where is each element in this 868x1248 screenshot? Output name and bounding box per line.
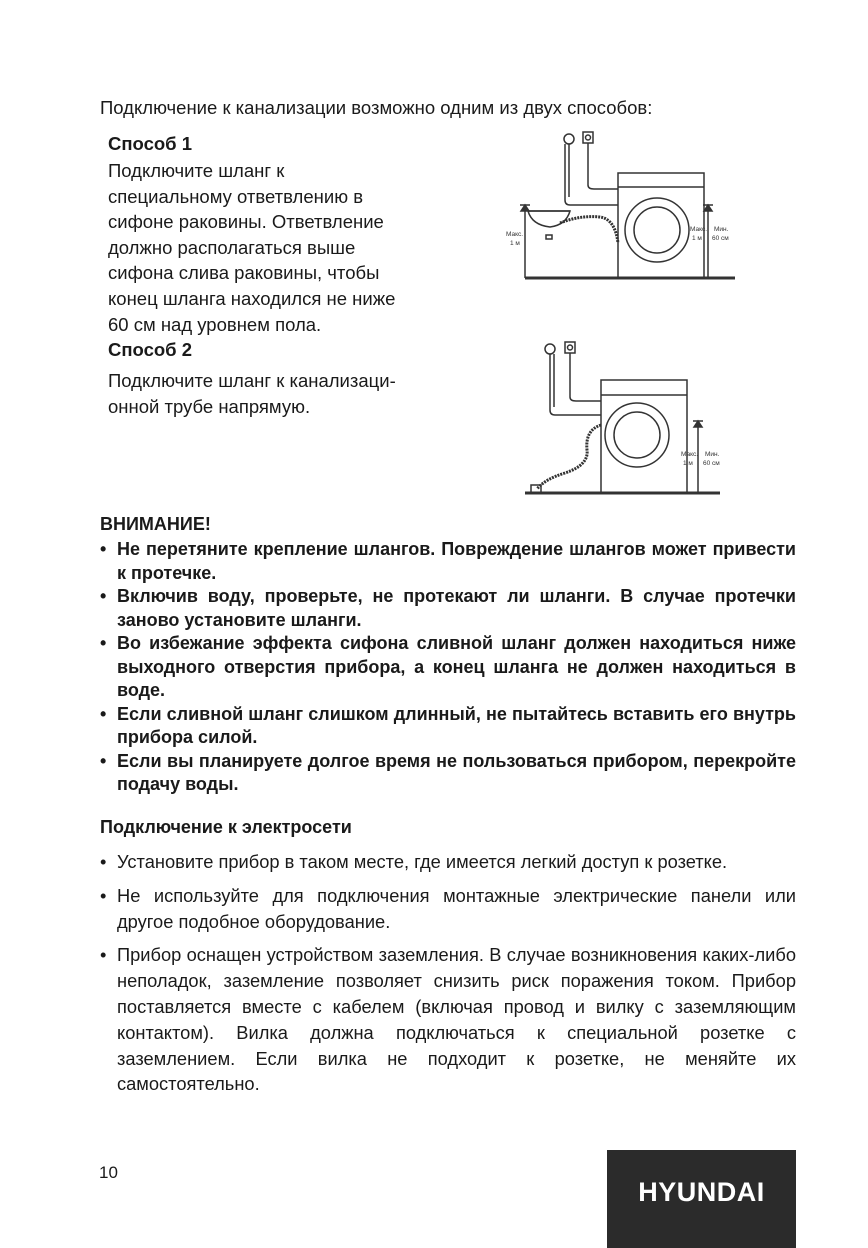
electric-item: • Прибор оснащен устройством заземления. В случае возникновения каких-либо неполадок, заземление позволяет снизить риск поражения током. Прибор поставляется вместе с кабелем (включая провод и вилку с заземляющим контактом). Вилка должна подключаться к специальной розетке с заземлением. Если вилка не подходит к розетке, не меняйте их самостоятельно. <box>100 942 796 1097</box>
brand-logo <box>607 1150 796 1248</box>
warning-title: ВНИМАНИЕ! <box>100 514 211 534</box>
fig2-mid-label-2: 1 м <box>683 460 693 467</box>
tap-icon <box>545 344 555 354</box>
fig2-right-label-2: 60 см <box>703 460 720 467</box>
intro-text: Подключение к канализации возможно одним из двух способов: <box>100 97 653 118</box>
drain-hose <box>537 425 601 489</box>
method-2-title: Способ 2 <box>108 339 193 360</box>
method-1-line: должно располагаться выше <box>108 236 356 258</box>
figure-direct-connection <box>515 335 745 500</box>
method-1-line: сифона слива раковины, чтобы <box>108 262 380 284</box>
method-1-line: специальному ответвлению в <box>108 185 364 207</box>
warning-item: • Не перетяните крепление шлангов. Повреждение шлангов может привести к протечке. <box>100 538 796 585</box>
fig1-right-label-2: 60 см <box>712 235 729 242</box>
electric-item: • Установите прибор в таком месте, где имеется легкий доступ к розетке. <box>100 849 796 875</box>
method-1-title: Способ 1 <box>108 133 193 154</box>
method-2-body <box>108 368 448 419</box>
warning-list <box>100 538 796 797</box>
warning-item: • Во избежание эффекта сифона сливной шланг должен находиться ниже выходного отверстия прибора, а конец шланга не должен находиться в воде. <box>100 632 796 703</box>
figure-sink-connection <box>470 125 745 285</box>
drain-hose <box>560 217 618 243</box>
socket-icon <box>565 342 575 353</box>
method-2-line: онной трубе напрямую. <box>108 395 311 417</box>
method-1-line: конец шланга находился не ниже <box>108 287 396 309</box>
fig2-right-label-1: Мин. <box>705 451 720 458</box>
brand-logo-text: HYUNDAI <box>638 1176 765 1207</box>
fig1-left-label-2: 1 м <box>510 240 520 247</box>
method-1-line: сифоне раковины. Ответвление <box>108 211 384 233</box>
tap-icon <box>564 134 574 144</box>
method-2-line: Подключите шланг к канализаци- <box>108 370 396 391</box>
page-number: 10 <box>99 1163 118 1182</box>
socket-icon <box>583 132 593 143</box>
method-1-line: 60 см над уровнем пола. <box>108 313 322 335</box>
electric-item: • Не используйте для подключения монтажные электрические панели или другое подобное оборудование. <box>100 883 796 935</box>
fig2-mid-label-1: Макс. <box>681 451 699 458</box>
siphon <box>546 235 552 239</box>
fig1-mid-label-1: Макс. <box>690 226 708 233</box>
warning-item: • Включив воду, проверьте, не протекают ли шланги. В случае протечки заново установите шланги. <box>100 585 796 632</box>
warning-item: • Если вы планируете долгое время не пользоваться прибором, перекройте подачу воды. <box>100 750 796 797</box>
fig1-mid-label-2: 1 м <box>692 235 702 242</box>
method-1-line: Подключите шланг к <box>108 160 285 181</box>
warning-item: • Если сливной шланг слишком длинный, не пытайтесь вставить его внутрь прибора силой. <box>100 703 796 750</box>
method-1-body <box>108 158 448 337</box>
electric-section-title: Подключение к электросети <box>100 817 352 837</box>
fig1-left-label-1: Макс. <box>506 231 524 238</box>
fig1-right-label-1: Мин. <box>714 226 729 233</box>
sink <box>528 211 570 227</box>
electric-list <box>100 849 796 1105</box>
